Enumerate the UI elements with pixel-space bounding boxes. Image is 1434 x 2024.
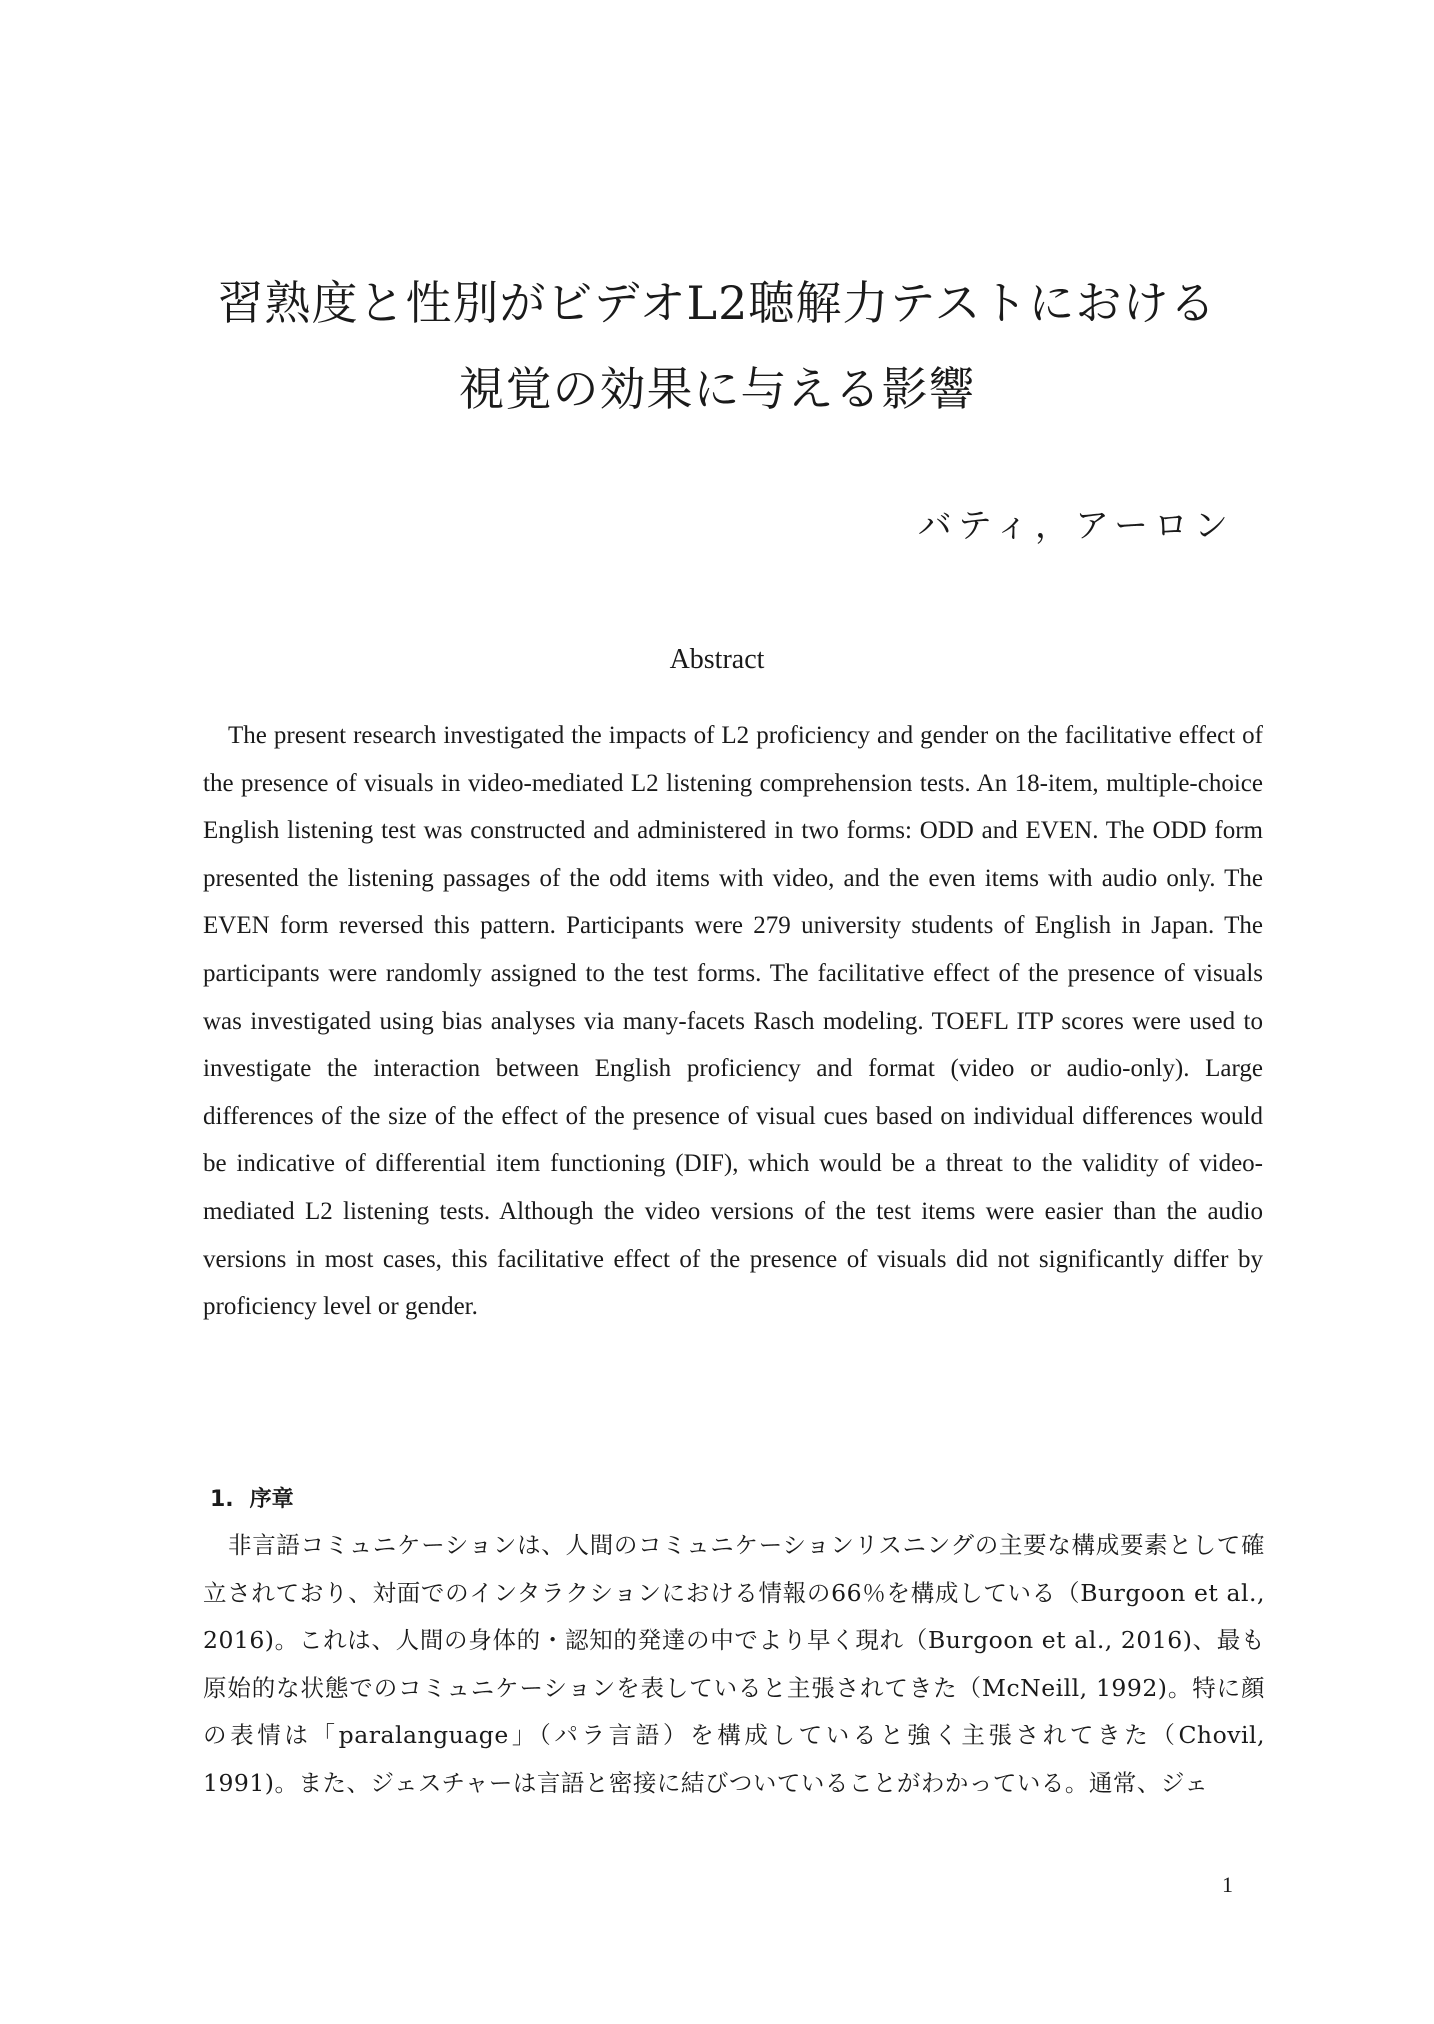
abstract-body: The present research investigated the impacts of L2 proficiency and gender on the facilitative effect of the presence of visuals in video-mediated L2 listening comprehension tests. An 18-item, multiple-choice English listening test was constructed and administered in two forms: ODD and EVEN. The ODD form presented the listening passages of the odd items with video, and the even items with audio only. The EVEN form reversed this pattern. Participants were 279 university students of English in Japan. The participants were randomly assigned to the test forms. The facilitative effect of the presence of visuals was investigated using bias analyses via many-facets Rasch modeling. TOEFL ITP scores were used to investigate the interaction between English proficiency and format (video or audio-only). Large differences of the size of the effect of the presence of visual cues based on individual differences would be indicative of differential item functioning (DIF), which would be a threat to the validity of video-mediated L2 listening tests. Although the video versions of the test items were easier than the audio versions in most cases, this facilitative effect of the presence of visuals did not significantly differ by proficiency level or gender. bbox=[203, 722, 1263, 1321]
paper-title-line-1: 習熟度と性別がビデオL2聴解力テストにおける bbox=[217, 276, 1217, 330]
section-title: 序章 bbox=[249, 1487, 294, 1512]
abstract-heading: Abstract bbox=[669, 644, 765, 675]
page-number: 1 bbox=[1222, 1872, 1233, 1897]
section-number: 1. bbox=[210, 1487, 234, 1512]
paper-title-line-2: 視覚の効果に与える影響 bbox=[458, 362, 976, 416]
author-name: バティ，アーロン bbox=[917, 506, 1234, 546]
section-heading bbox=[210, 1482, 294, 1513]
section-body: 非言語コミュニケーションは、人間のコミュニケーションリスニングの主要な構成要素として確立されており、対面でのインタラクションにおける情報の66％を構成している（Burgoon et al., 2016)。これは、人間の身体的・認知的発達の中でより早く現れ（Burgoon et al., 2016)、最も原始的な状態でのコミュニケーションを表していると主張されてきた（McNeill, 1992)。特に顔の表情は「paralanguage」（パラ言語）を構成していると強く主張されてきた（Chovil, 1991)。また、ジェスチャーは言語と密接に結びついていることがわかっている。通常、ジェ bbox=[203, 1531, 1265, 1797]
